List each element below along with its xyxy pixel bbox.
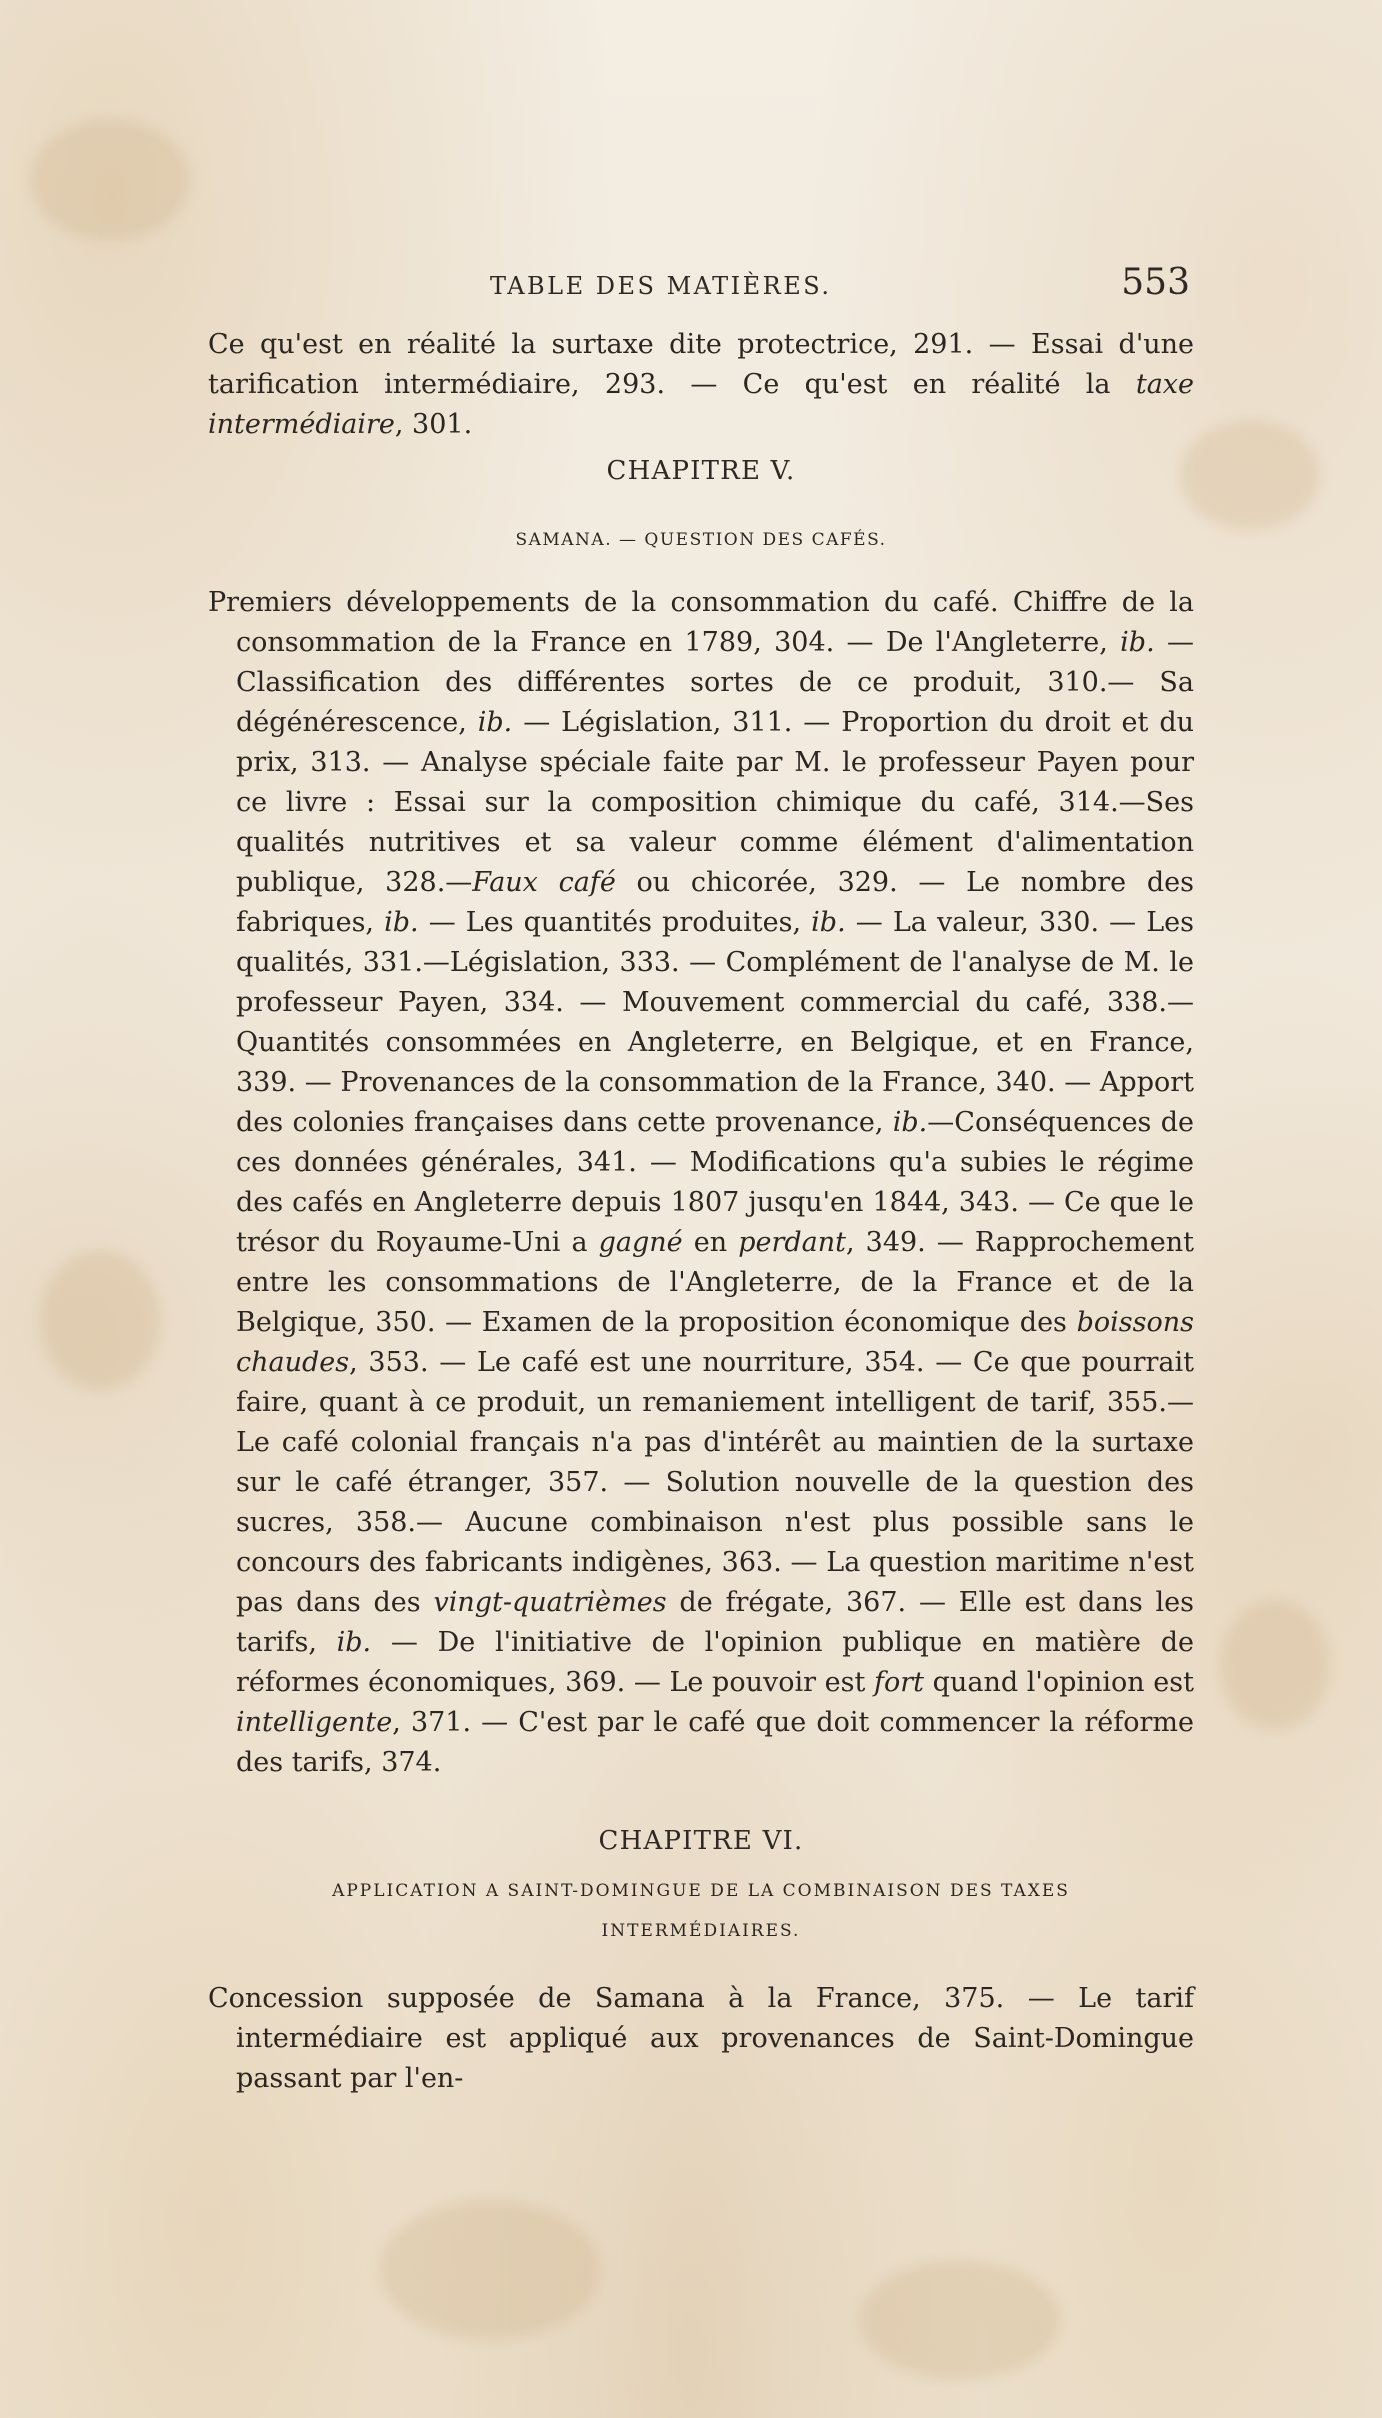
chapter-6-subtitle-block <box>208 1871 1194 1951</box>
foxing-stain <box>30 120 190 240</box>
chapter-6-summary: Concession supposée de Samana à la France, 375. — Le tarif intermédiaire est appliqué aux provenances de Saint-Domingue passant par l'en- <box>208 1983 1194 2094</box>
page-header <box>180 262 1190 308</box>
chapter-5-title: CHAPITRE V. <box>606 456 796 486</box>
foxing-stain <box>40 1250 160 1390</box>
foxing-stain <box>380 2200 600 2340</box>
chapter-6-title: CHAPITRE VI. <box>598 1826 804 1856</box>
foxing-stain <box>1220 1600 1330 1730</box>
running-title: TABLE DES MATIÈRES. <box>490 272 832 300</box>
chapter-6-subtitle: APPLICATION A SAINT-DOMINGUE DE LA COMBINAISON DES TAXES INTERMÉDIAIRES. <box>332 1881 1070 1941</box>
chapter-5-subtitle: SAMANA. — QUESTION DES CAFÉS. <box>515 530 887 550</box>
page-body <box>208 325 1194 2099</box>
intro-paragraph: Ce qu'est en réalité la surtaxe dite protectrice, 291. — Essai d'une tarification intermédiaire, 293. — Ce qu'est en réalité la taxe intermédiaire, 301. <box>208 329 1194 440</box>
chapter-5-summary: Premiers développements de la consommation du café. Chiffre de la consommation de la France en 1789, 304. — De l'Angleterre, ib. — Classification des différentes sortes de ce produit, 310.— Sa dégénérescence, ib. — Législation, 311. — Proportion du droit et du prix, 313. — Analyse spéciale faite par M. le professeur Payen pour ce livre : Essai sur la composition chimique du café, 314.—Ses qualités nutritives et sa valeur comme élément d'alimentation publique, 328.—Faux café ou chicorée, 329. — Le nombre des fabriques, ib. — Les quantités produites, ib. — La valeur, 330. — Les qualités, 331.—Législation, 333. — Complément de l'analyse de M. le professeur Payen, 334. — Mouvement commercial du café, 338.—Quantités consommées en Angleterre, en Belgique, et en France, 339. — Provenances de la consommation de la France, 340. — Apport des colonies françaises dans cette provenance, ib.—Conséquences de ces données générales, 341. — Modifications qu'a subies le régime des cafés en Angleterre depuis 1807 jusqu'en 1844, 343. — Ce que le trésor du Royaume-Uni a gagné en perdant, 349. — Rapprochement entre les consommations de l'Angleterre, de la France et de la Belgique, 350. — Examen de la proposition économique des boissons chaudes, 353. — Le café est une nourriture, 354. — Ce que pourrait faire, quant à ce produit, un remaniement intelligent de tarif, 355.—Le café colonial français n'a pas d'intérêt au maintien de la surtaxe sur le café étranger, 357. — Solution nouvelle de la question des sucres, 358.— Aucune combinaison n'est plus possible sans le concours des fabricants indigènes, 363. — La question maritime n'est pas dans des vingt-quatrièmes de frégate, 367. — Elle est dans les tarifs, ib. — De l'initiative de l'opinion publique en matière de réformes économiques, 369. — Le pouvoir est fort quand l'opinion est intelligente, 371. — C'est par le café que doit commencer la réforme des tarifs, 374. <box>208 587 1195 1778</box>
foxing-stain <box>1180 420 1320 530</box>
page-number: 553 <box>1121 262 1190 303</box>
foxing-stain <box>860 2260 1060 2380</box>
